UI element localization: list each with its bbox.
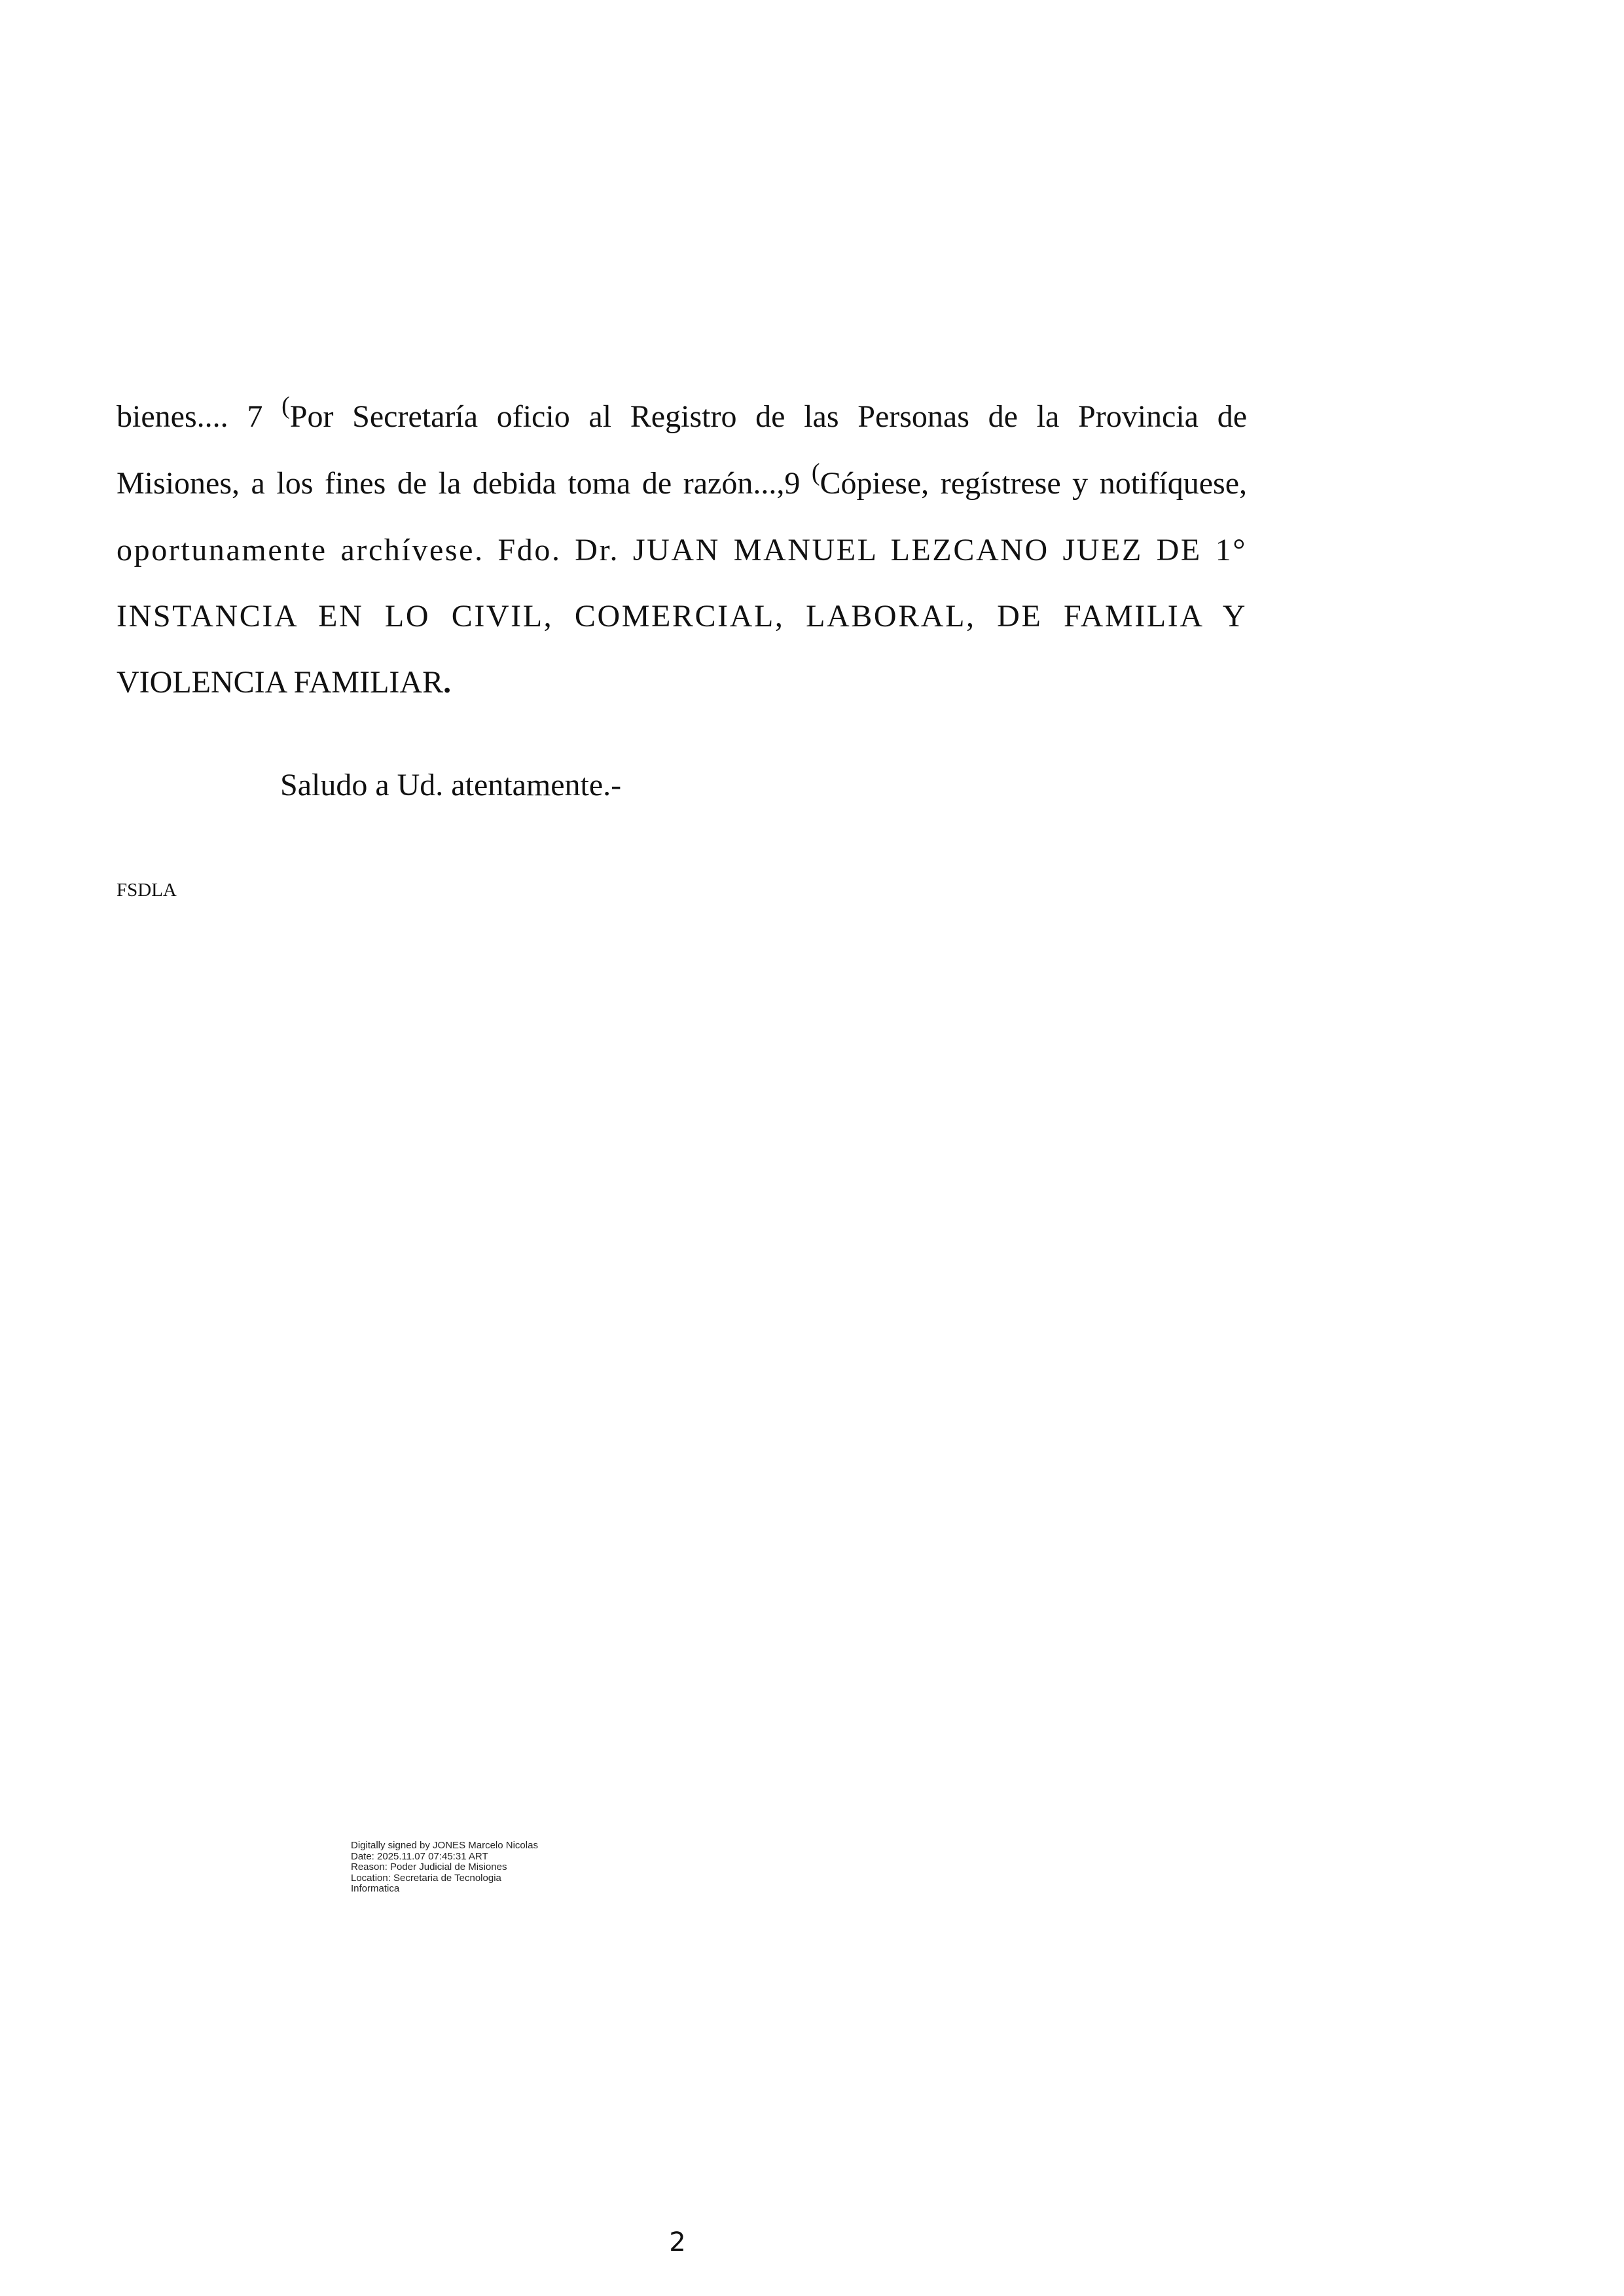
digital-signature-block [351,1840,538,1895]
signature-reason: Reason: Poder Judicial de Misiones [351,1861,507,1873]
body-line-5 [117,667,1247,698]
body-line-2-end: Cópiese, regístrese y notifíquese, [820,466,1248,501]
signature-location: Location: Secretaria de Tecnologia [351,1872,501,1884]
signature-location-cont: Informatica [351,1883,400,1894]
body-line-1-end: Por Secretaría oficio al Registro de las Personas de la Provincia de [289,399,1248,434]
page-number: 2 [669,2227,686,2257]
body-line-1 [117,392,1248,434]
author-initials: FSDLA [117,880,177,901]
closing-salutation: Saludo a Ud. atentamente.- [280,768,622,802]
body-line-4: INSTANCIA EN LO CIVIL, COMERCIAL, LABORAL, DE FAMILIA Y [117,599,1247,634]
body-line-5-text: VIOLENCIA FAMILIAR [117,665,444,700]
body-line-2 [117,459,1248,501]
body-line-1-start: bienes.... 7 [117,399,263,434]
body-line-5-period: . [443,665,452,700]
body-line-2-start: Misiones, a los fines de la debida toma de razón...,9 [117,466,801,501]
signature-signed-by: Digitally signed by JONES Marcelo Nicolas [351,1840,538,1851]
signature-date: Date: 2025.11.07 07:45:31 ART [351,1850,488,1862]
body-line-3: oportunamente archívese. Fdo. Dr. JUAN MANUEL LEZCANO JUEZ DE 1° [117,533,1247,567]
footnote-mark: ( [811,459,820,486]
footnote-mark: ( [281,392,290,420]
